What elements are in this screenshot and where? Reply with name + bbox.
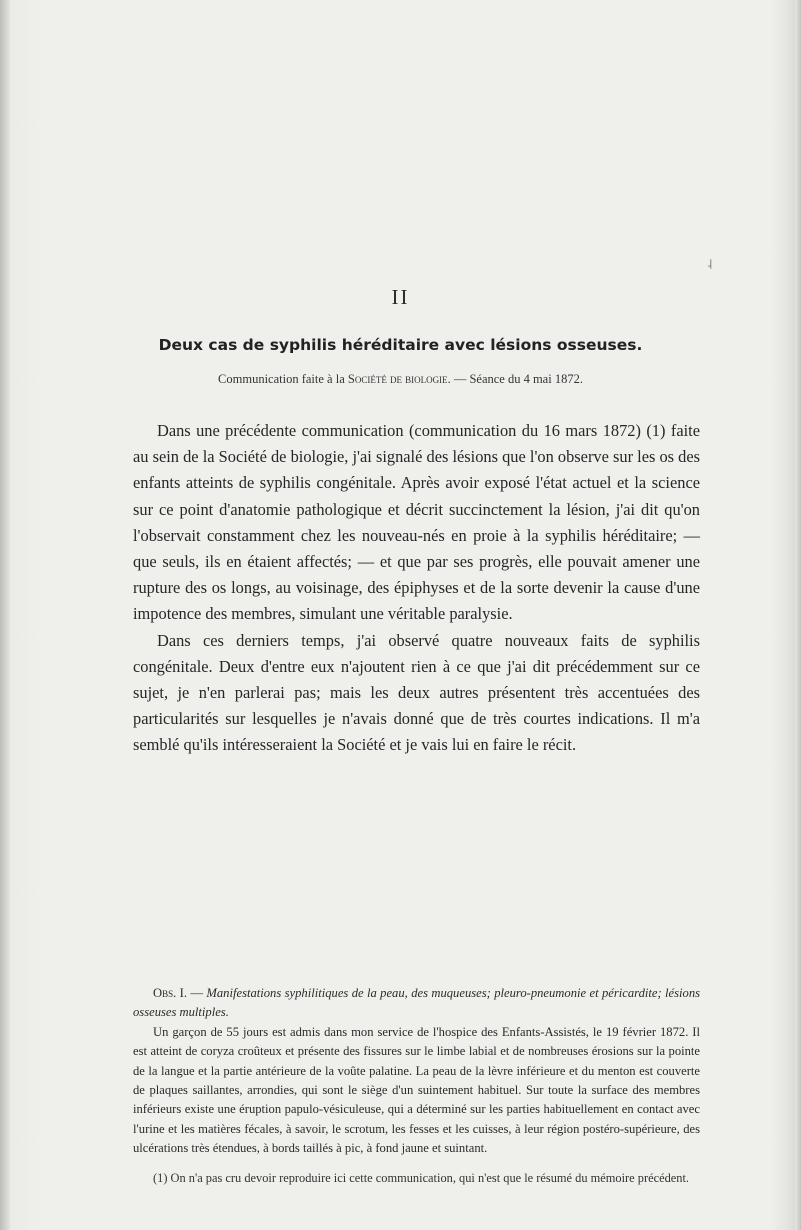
subtitle-suffix: . — Séance du 4 mai 1872. bbox=[447, 372, 583, 386]
observation-heading bbox=[133, 984, 700, 1023]
subtitle-society: Société de biologie bbox=[347, 372, 448, 386]
page-binding-edge bbox=[0, 0, 10, 1230]
observation-dash: — bbox=[187, 986, 207, 1000]
paragraph-1: Dans une précédente communication (communication du 16 mars 1872) (1) faite au sein de la Société de biologie, j'ai signalé des lésions que l'on observe sur les os des enfants atteints de syphilis congénitale. Après avoir exposé l'état actuel et la science sur ce point d'anatomie pathologique et décrit succinctement la lésion, j'ai dit qu'on l'observait constamment chez les nouveau-nés en proie à la syphilis héréditaire; — que seuls, ils en étaient affectés; — et que par ses progrès, elle pouvait amener une rupture des os longs, au voisinage, des épiphyses et de la sorte devenir la cause d'une impotence des membres, simulant une véritable paralysie. bbox=[133, 421, 700, 624]
article-subtitle bbox=[0, 372, 801, 387]
footnote-text: (1) On n'a pas cru devoir reproduire ici cette communication, qui n'est que le résumé du mémoire précédent. bbox=[153, 1171, 690, 1185]
subtitle-prefix: Communication faite à la bbox=[218, 372, 348, 386]
paragraph-2: Dans ces derniers temps, j'ai observé quatre nouveaux faits de syphilis congénitale. Deux d'entre eux n'ajoutent rien à ce que j'ai dit précédemment sur ce sujet, je n'en parlerai pas; mais les deux autres présentent très accentuées des particularités sur lesquelles je n'avais donné que de très courtes indications. Il m'a semblé qu'ils intéresseraient la Société et je vais lui en faire le récit. bbox=[133, 630, 700, 755]
footnote bbox=[133, 1169, 700, 1188]
chapter-number: II bbox=[391, 285, 410, 309]
observation-text: Un garçon de 55 jours est admis dans mon service de l'hospice des Enfants-Assistés, le 19 février 1872. Il est atteint de coryza croûteux et présente des fissures sur le limbe labial et de nombreuses érosions sur la pointe de la langue et la partie antérieure de la voûte palatine. La peau de la lèvre inférieure et du menton est couverte de plaques saillantes, arrondies, qui sont le siège d'un suintement habituel. Sur toute la surface des membres inférieurs existe une éruption papulo-vésiculeuse, qui a déterminé sur les parties habituellement en contact avec l'urine et les matières fécales, à savoir, le scrotum, les fesses et les cuisses, à leur région postéro-supérieure, des ulcérations très étendues, à bords taillés à pic, à fond jaune et suintant. bbox=[133, 1024, 700, 1156]
observation-lead: Obs. I. bbox=[153, 986, 187, 1000]
body-text bbox=[133, 418, 700, 759]
page-right-edge bbox=[795, 0, 801, 1230]
observation-block bbox=[133, 984, 700, 1159]
observation-heading-text: Manifestations syphilitiques de la peau, des muqueuses; pleuro-pneumonie et péricardite; lésions osseuses multiples. bbox=[133, 986, 701, 1020]
corner-mark: ˨ bbox=[707, 256, 713, 272]
article-title: Deux cas de syphilis héréditaire avec lésions osseuses. bbox=[158, 336, 643, 354]
